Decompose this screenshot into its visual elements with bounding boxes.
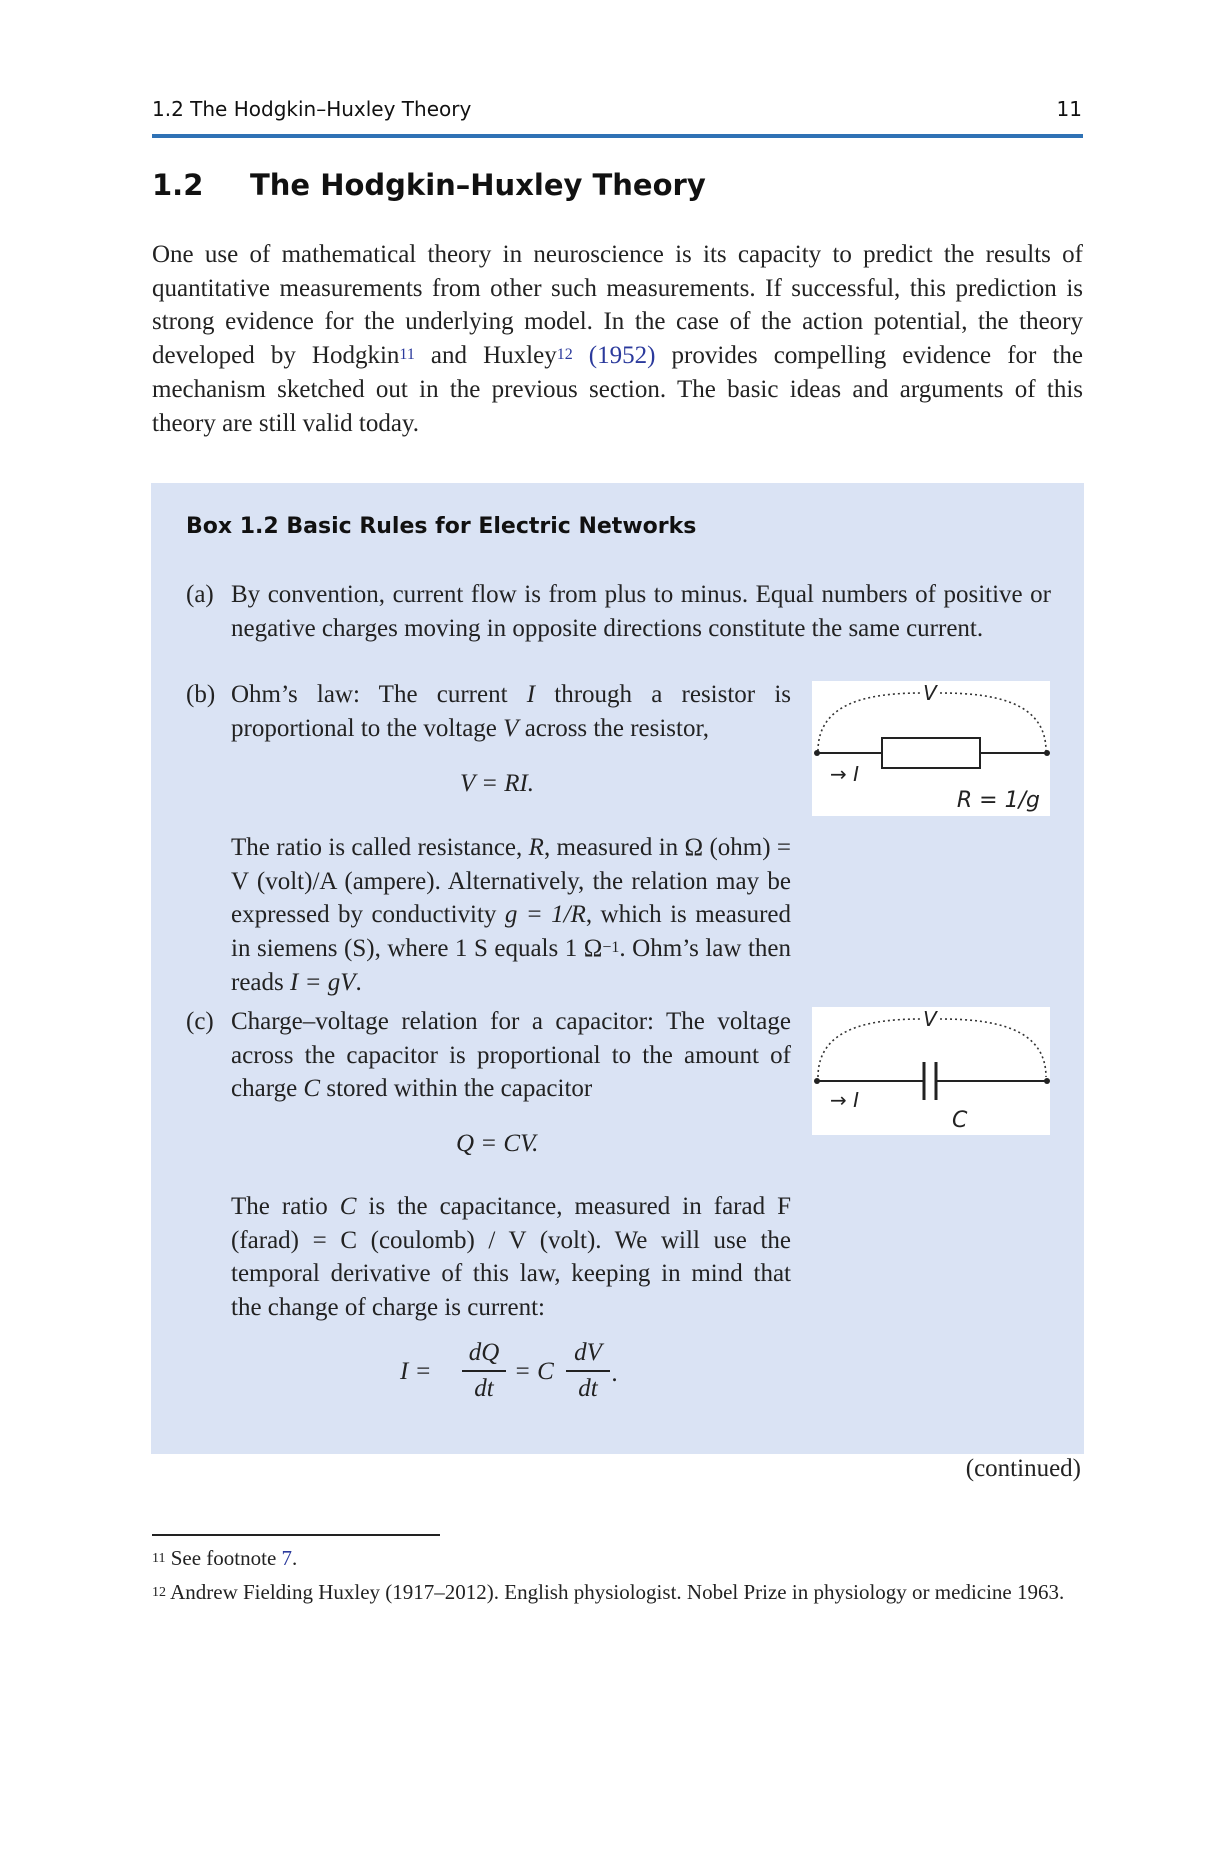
capacitor-diagram-icon <box>812 1007 1050 1135</box>
fraction-dq-dt: dQ dt <box>462 1338 506 1404</box>
equation-ohm: V = RI. <box>460 770 535 797</box>
item-text: Ohm’s law: The current I through a resistor is proportional to the voltage V across the resistor, <box>231 681 792 742</box>
current-label: → I <box>830 1088 860 1112</box>
footnote-ref-12[interactable]: 12 <box>556 346 573 364</box>
footnote-rule <box>152 1534 440 1536</box>
eq-mid: = C <box>514 1358 554 1385</box>
capacitance-label: C <box>952 1108 968 1133</box>
citation-link[interactable]: (1952) <box>588 342 656 370</box>
footnote-ref-11[interactable]: 11 <box>399 346 415 364</box>
fraction-dv-dt: dV dt <box>566 1338 610 1404</box>
running-header-title: 1.2 The Hodgkin–Huxley Theory <box>152 97 472 121</box>
intro-paragraph: One use of mathematical theory in neuroscience is its capacity to predict the results of quantitative measurements from other such measurements. If successful, this prediction is strong evidence for the underlying model. In the case of the action potential, the theory developed by Hodgkin$^{11}$ and Huxley$^{12}$ (1952) provides compelling evidence for the mechanism sketched out in the previous section. The basic ideas and arguments of this theory are still valid today. <box>152 241 1083 437</box>
header-rule <box>152 134 1083 138</box>
equation-capacitor: Q = CV. <box>456 1130 539 1157</box>
voltage-label: V <box>923 1007 937 1031</box>
item-text: By convention, current flow is from plus to minus. Equal numbers of positive or negative charges moving in opposite directions constitute the same current. <box>231 581 1051 642</box>
box-item-a <box>186 578 1051 688</box>
item-label: (b) <box>186 681 216 708</box>
section-heading <box>152 168 706 202</box>
footnote-7-link[interactable]: 7 <box>281 1546 293 1570</box>
item-b-continuation: The ratio is called resistance, R, measured in Ω (ohm) = V (volt)/A (ampere). Alternatively, the relation may be expressed by conductivity g = 1/R, which is measured in siemens (S), where 1 S equals 1 $\Omega^{-1}$. Ohm’s law then reads I = gV. <box>231 834 791 996</box>
continued-label: (continued) <box>965 1455 1081 1482</box>
footnote-11: $^{11}$ See footnote 7. <box>152 1546 298 1570</box>
section-title: The Hodgkin–Huxley Theory <box>250 168 706 202</box>
item-c-continuation: The ratio C is the capacitance, measured in farad F (farad) = C (coulomb) / V (volt). We will use the temporal derivative of this law, keeping in mind that the change of charge is current: <box>231 1193 792 1322</box>
eq-lhs: I = <box>400 1358 432 1385</box>
capacitor-figure <box>812 1007 1050 1135</box>
item-label: (c) <box>186 1008 214 1035</box>
resistance-label: R = 1/g <box>956 788 1040 813</box>
running-header <box>152 97 1082 133</box>
section-number: 1.2 <box>152 168 204 202</box>
resistor-diagram-icon <box>812 681 1050 816</box>
current-label: → I <box>830 762 860 786</box>
page-number: 11 <box>1056 97 1082 121</box>
footnote-12: $^{12}$ Andrew Fielding Huxley (1917–2012). English physiologist. Nobel Prize in physiology or medicine 1963. <box>152 1580 1065 1604</box>
box-title: Box 1.2 Basic Rules for Electric Networks <box>186 514 697 539</box>
voltage-label: V <box>923 681 937 705</box>
eq-end: . <box>612 1360 619 1387</box>
equation-current-derivative <box>400 1338 640 1418</box>
item-label: (a) <box>186 581 214 608</box>
item-text: Charge–voltage relation for a capacitor: The voltage across the capacitor is proportional to the amount of charge C stored within the capacitor <box>231 1008 791 1103</box>
resistor-figure <box>812 681 1050 816</box>
